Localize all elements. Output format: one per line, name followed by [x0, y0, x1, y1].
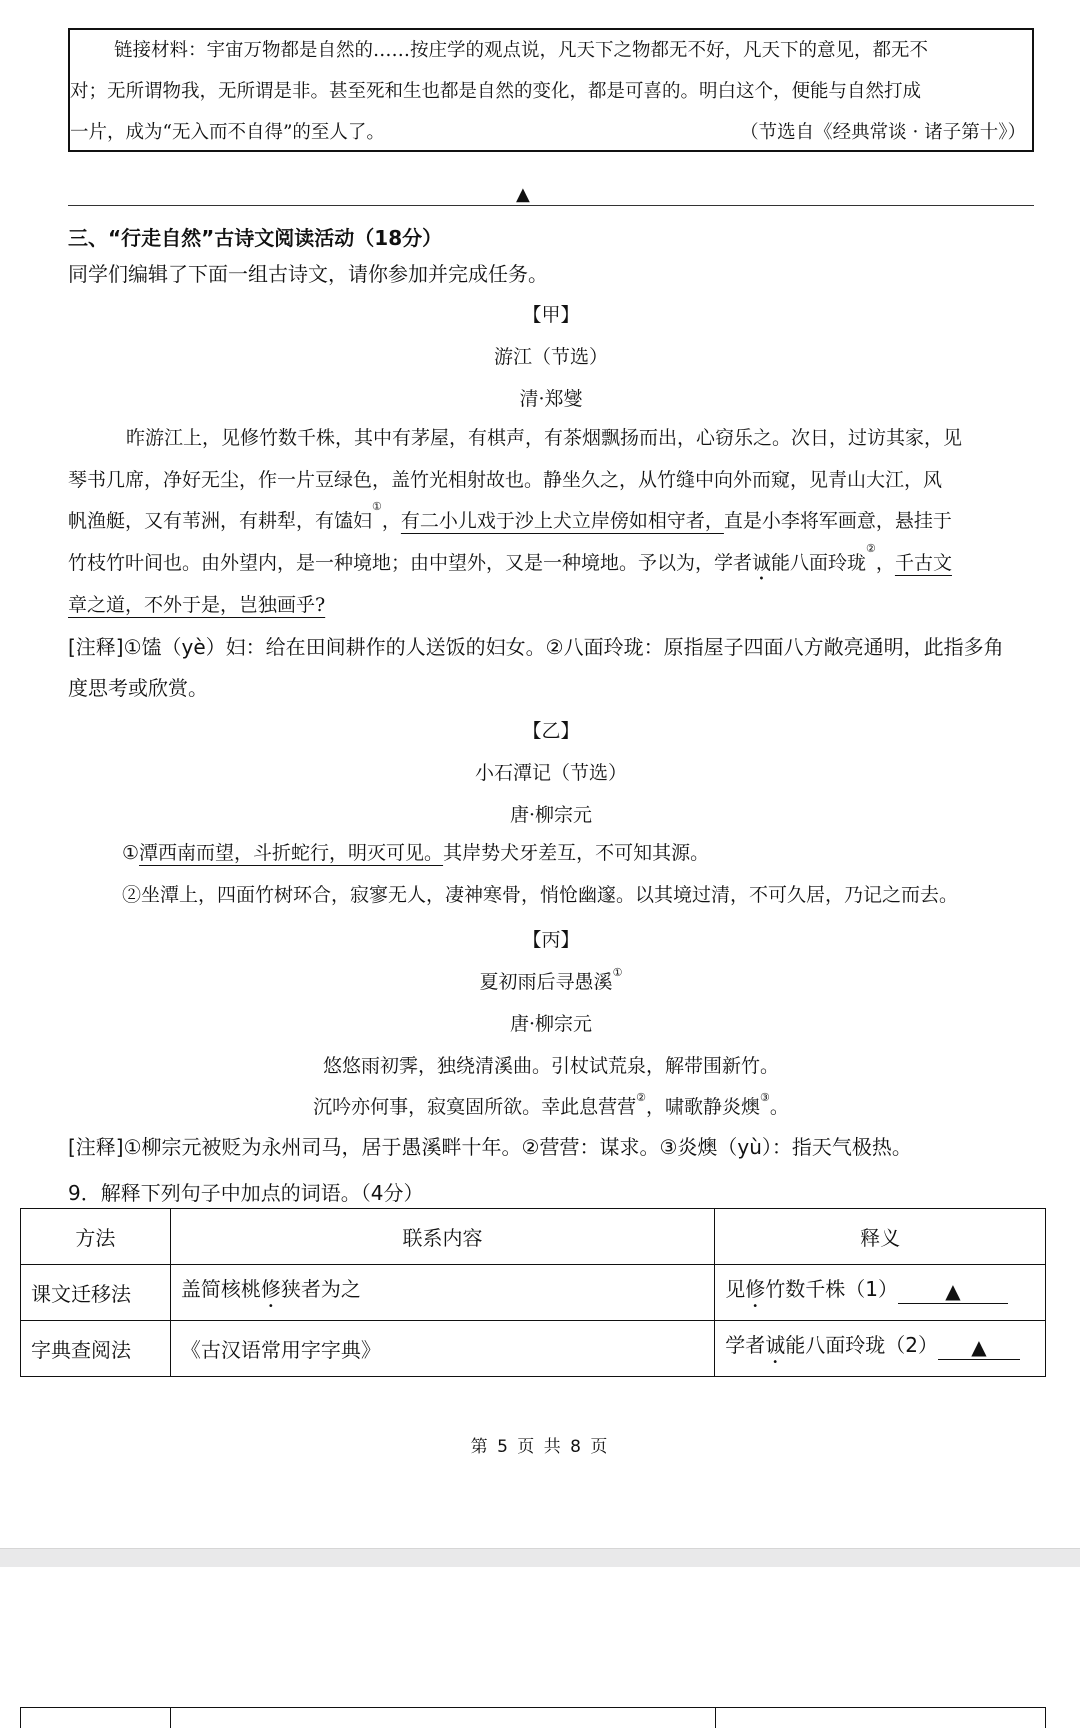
jia-line-5: [68, 585, 1034, 627]
section-heading: 三、“行走自然”古诗文阅读活动（18分）: [68, 226, 443, 250]
bing-l2a: 沉吟亦何事，寂寞固所欲。幸此息营营: [313, 1096, 637, 1118]
content-a: 盖简核桃: [180, 1277, 261, 1301]
jia-text: [68, 418, 1034, 626]
link-line-2: 对；无所谓物我，无所谓是非。甚至死和生也都是自然的变化，都是可喜的。明白这个，便能与自然打成: [70, 81, 922, 102]
underlined-sentence: 章之道，不外于是，岂独画乎?: [68, 593, 326, 616]
yi-p1-num: ①: [122, 842, 140, 864]
def-a: 学者: [725, 1333, 766, 1357]
jia-note-line-1: [注释]①馌（yè）妇：给在田间耕作的人送饭的妇女。②八面玲珑：原指屋子四面八方敞亮通明，此指多角: [68, 635, 1004, 659]
jia-l3c: 直是小李将军画意，悬挂于: [723, 510, 952, 532]
row-1-method: 课文迁移法: [21, 1265, 171, 1321]
jia-line-4: [68, 543, 1034, 585]
bing-l2c: 。: [769, 1096, 789, 1118]
yi-author: 唐·柳宗元: [509, 804, 593, 826]
note-ref: ②: [866, 541, 876, 555]
jia-line-4-text: [68, 543, 952, 585]
dotted-word: 修: [260, 1277, 281, 1301]
content-b: 狭者为之: [280, 1277, 361, 1301]
jia-line-2: [68, 460, 1034, 502]
link-material-box: [68, 28, 1034, 152]
row-2-method: 字典查阅法: [21, 1321, 171, 1377]
bing-line-2: [68, 1092, 1034, 1119]
jia-line-3: [68, 501, 1034, 543]
dotted-word: 诚: [765, 1333, 786, 1357]
jia-l4c: ，: [875, 551, 895, 574]
yi-para-2: [68, 875, 1034, 917]
dotted-word: 诚: [752, 551, 772, 574]
row-1-definition: [715, 1265, 1046, 1321]
table-header-row: [21, 1209, 1046, 1265]
yi-text: [68, 833, 1034, 916]
yi-label: 【乙】: [522, 720, 580, 742]
header-method: 方法: [21, 1209, 171, 1265]
link-line-3-text: 一片，成为“无入而不自得”的至人了。: [70, 122, 385, 143]
yi-p2-text: ②坐潭上，四面竹树环合，寂寥无人，凄神寒骨，悄怆幽邃。以其境过清，不可久居，乃记之而去。: [122, 883, 959, 906]
row-2-definition: [715, 1321, 1046, 1377]
yi-p1-rest: 其岸势犬牙差互，不可知其源。: [443, 842, 710, 864]
table-border: [170, 1708, 171, 1728]
underlined-sentence: 千古文: [894, 551, 952, 574]
note-ref: ①: [372, 500, 382, 513]
jia-author: 清·郑燮: [519, 388, 583, 410]
bing-title: 夏初雨后寻愚溪: [479, 971, 613, 993]
jia-line-2-text: 琴书几席，净好无尘，作一片豆绿色，盖竹光相射故也。静坐久之，从竹缝中向外而窥，见青山大江，风: [68, 468, 943, 491]
answer-blank-2[interactable]: ▲: [938, 1335, 1020, 1360]
jia-line-1-text: 昨游江上，见修竹数千株，其中有茅屋，有棋声，有茶烟飘扬而出，心窃乐之。次日，过访其家，见: [126, 427, 963, 449]
def-b: 竹数千株（1）: [765, 1277, 898, 1301]
table-row: [21, 1321, 1046, 1377]
jia-title: 游江（节选）: [493, 346, 608, 368]
table-border: [20, 1708, 21, 1728]
bing-note: [注释]①柳宗元被贬为永州司马，居于愚溪畔十年。②营营：谋求。③炎燠（yù）：指天气极热。: [68, 1135, 912, 1159]
jia-note-line-2: 度思考或欣赏。: [68, 676, 208, 700]
jia-l4b: 能八面玲珑: [771, 551, 867, 574]
note-ref: ②: [636, 1091, 646, 1104]
header-content: 联系内容: [170, 1209, 714, 1265]
bing-author: 唐·柳宗元: [509, 1013, 593, 1035]
question-9-stem: 9．解释下列句子中加点的词语。（4分）: [68, 1181, 424, 1205]
section-intro: 同学们编辑了下面一组古诗文，请你参加并完成任务。: [68, 262, 548, 286]
link-line-1: 链接材料：宇宙万物都是自然的……按庄学的观点说，凡天下之物都无不好，凡天下的意见，都无不: [114, 40, 929, 61]
underlined-sentence: 潭西南而望，斗折蛇行，明灭可见。: [139, 842, 444, 864]
jia-note: [68, 627, 1034, 709]
row-1-content: [170, 1265, 714, 1321]
bing-l2b: ，啸歌静炎燠: [645, 1096, 760, 1118]
def-b: 能八面玲珑（2）: [785, 1333, 938, 1357]
bing-title-row: [68, 967, 1034, 994]
answer-blank-1[interactable]: ▲: [898, 1279, 1008, 1304]
jia-l3a: 帆渔艇，又有苇洲，有耕犁，有馌妇: [68, 510, 373, 532]
yi-para-1: [68, 833, 1034, 875]
link-line-3: [70, 112, 1026, 153]
table-border: [1045, 1708, 1046, 1728]
next-page-table-edge: [20, 1707, 1046, 1728]
table-row: [21, 1265, 1046, 1321]
jia-line-3-text: [68, 501, 952, 543]
answer-marker: ▲: [516, 184, 530, 205]
bing-line-1: 悠悠雨初霁，独绕清溪曲。引杖试荒泉，解带围新竹。: [322, 1055, 779, 1077]
page-footer: 第 5 页 共 8 页: [470, 1437, 610, 1457]
jia-l4a: 竹枝竹叶间也。由外望内，是一种境地；由中望外，又是一种境地。予以为，学者: [68, 551, 753, 574]
jia-line-1: [68, 418, 1034, 460]
table-border: [715, 1708, 716, 1728]
page-gap: [0, 1548, 1080, 1568]
page-6-top: [0, 1567, 1080, 1719]
link-source: （节选自《经典常谈 · 诸子第十》）: [740, 122, 1026, 143]
jia-label: 【甲】: [522, 304, 580, 326]
note-ref: ③: [760, 1091, 770, 1104]
answer-line: [68, 205, 1034, 206]
question-9-table: [20, 1208, 1046, 1377]
yi-title: 小石潭记（节选）: [474, 762, 627, 784]
underlined-sentence: 有二小儿戏于沙上犬立岸傍如相守者，: [400, 510, 724, 532]
bing-label: 【丙】: [522, 929, 580, 951]
content-a: 《古汉语常用字字典》: [180, 1338, 381, 1362]
def-a: 见: [725, 1277, 746, 1301]
jia-l3b: ，: [381, 510, 401, 532]
note-ref: ①: [612, 966, 623, 979]
dotted-word: 修: [745, 1277, 766, 1301]
row-2-content: [170, 1321, 714, 1377]
header-definition: 释义: [715, 1209, 1046, 1265]
